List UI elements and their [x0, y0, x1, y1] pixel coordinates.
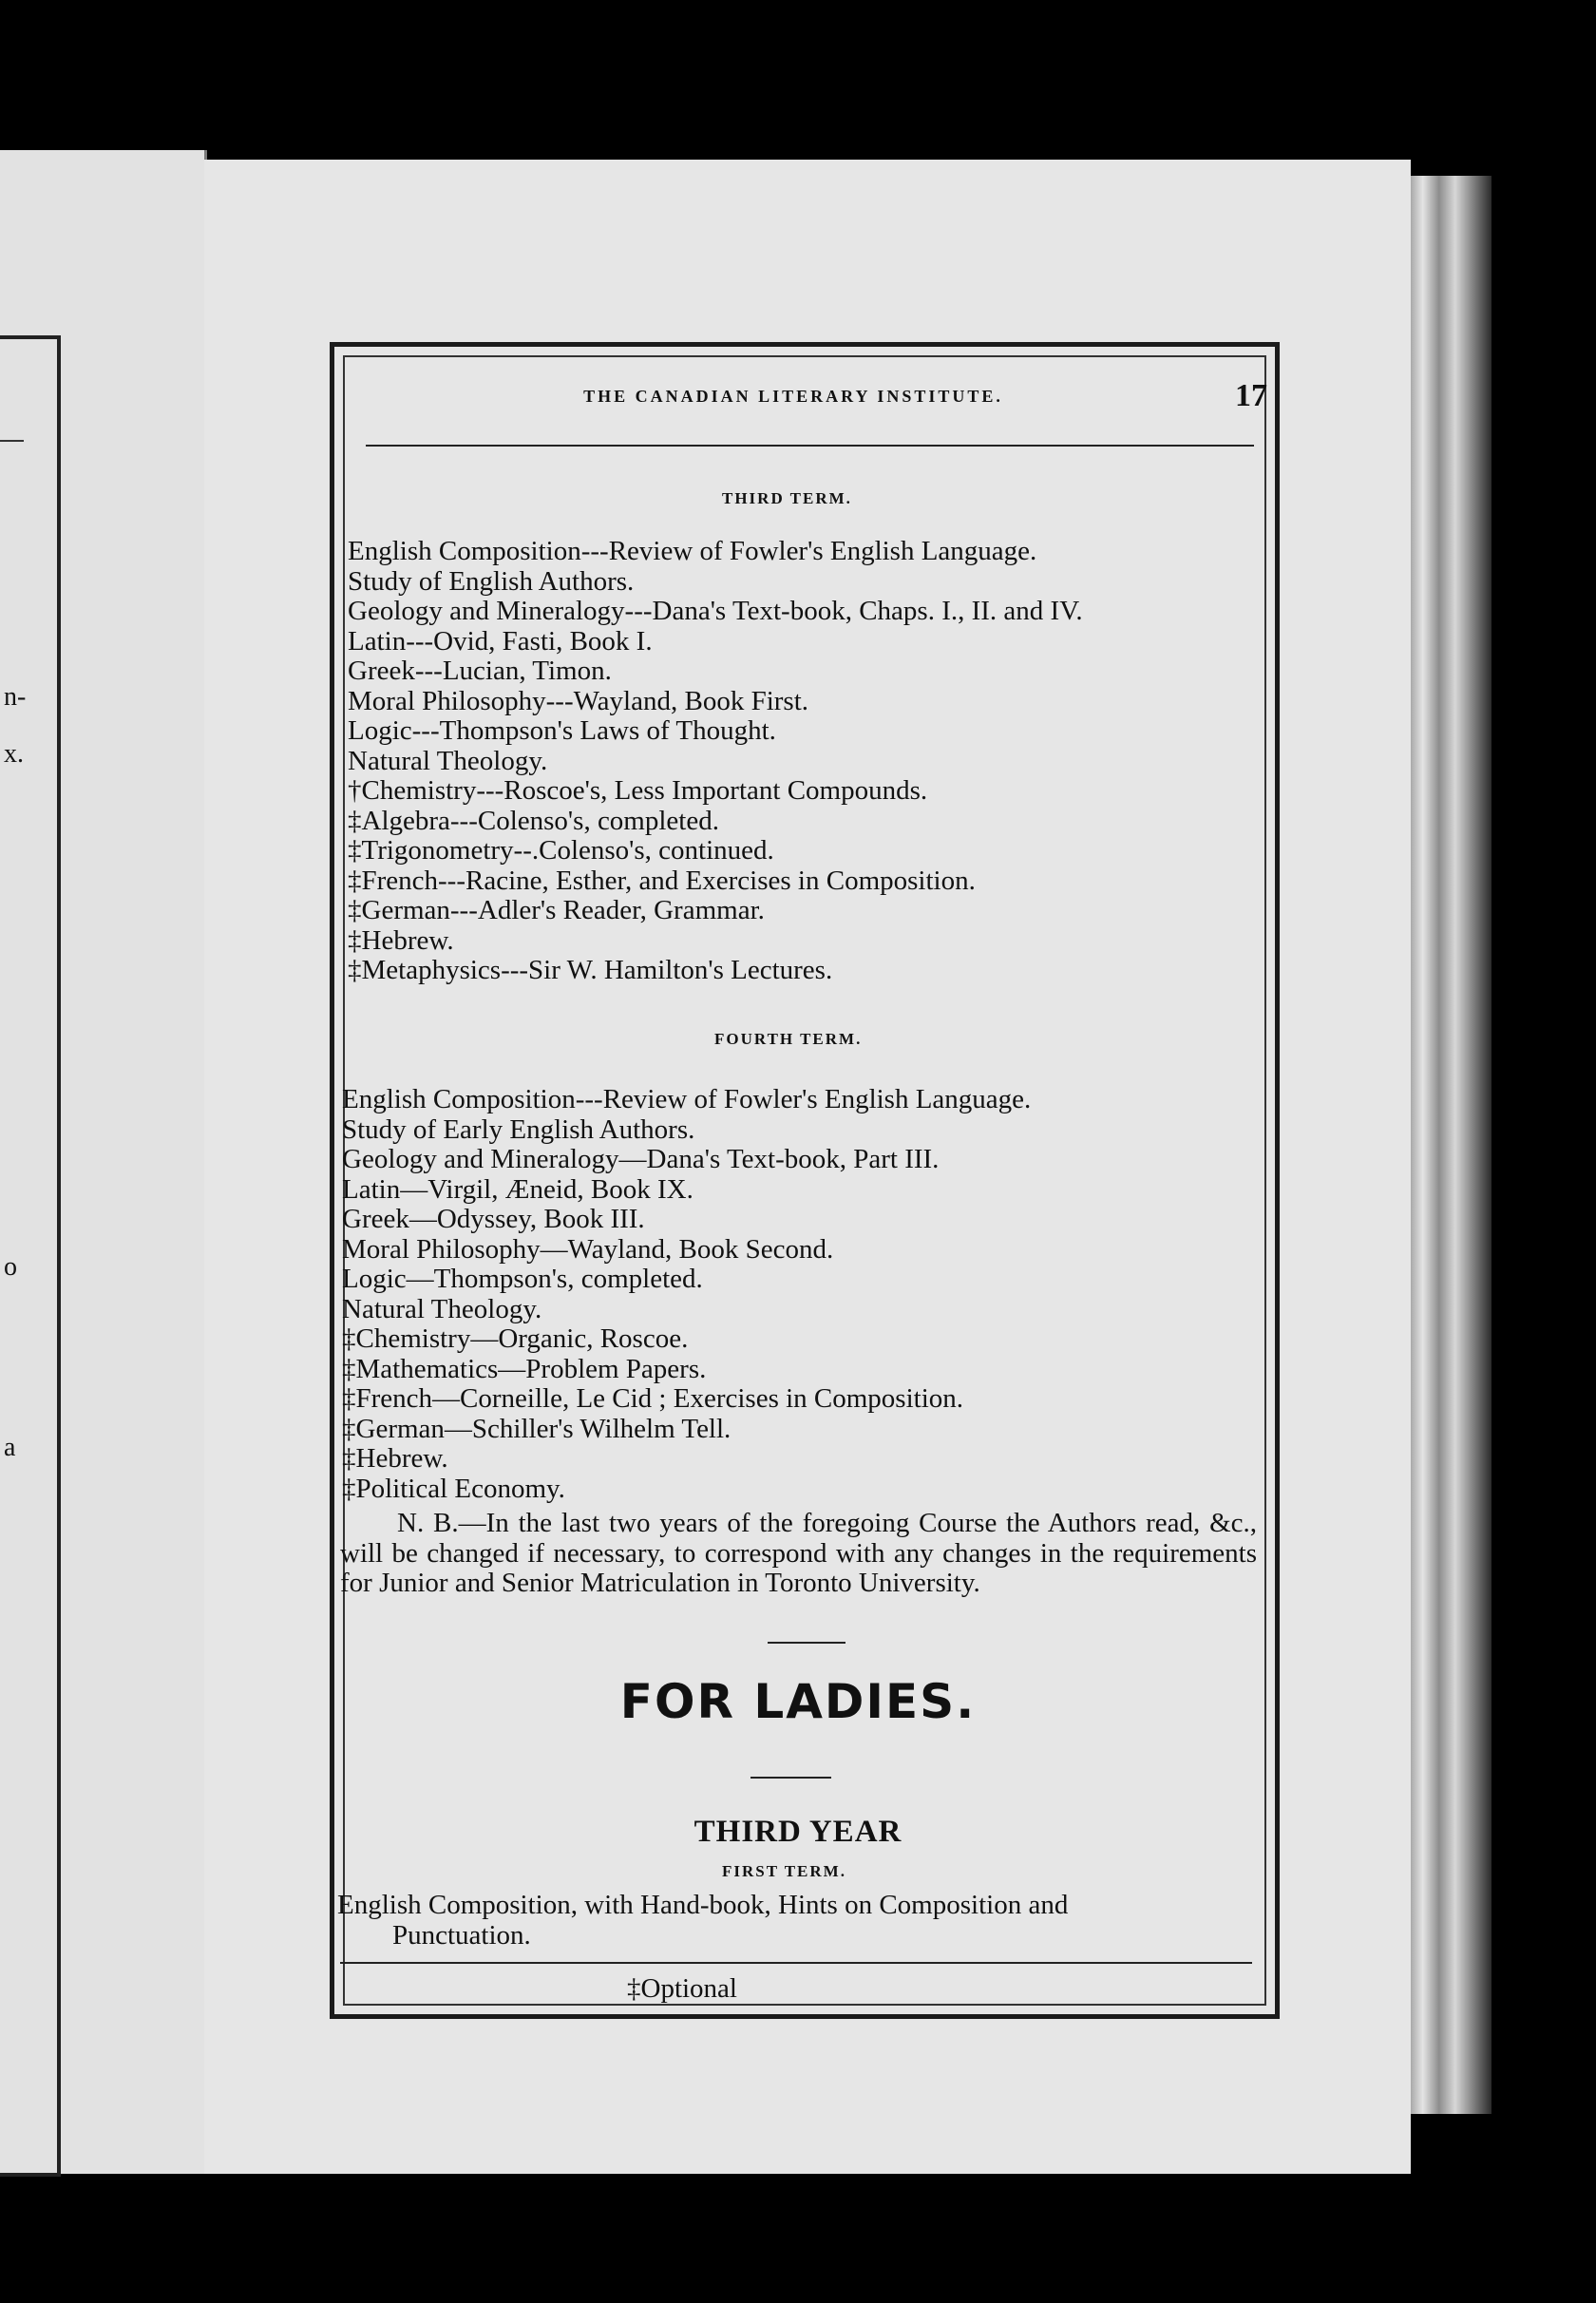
list-item: Geology and Mineralogy---Dana's Text-book, Chaps. I., II. and IV. [348, 596, 1083, 626]
list-item: ‡Hebrew. [342, 1443, 448, 1474]
list-item: ‡German---Adler's Reader, Grammar. [348, 895, 765, 925]
left-page-fragment: a [4, 1433, 16, 1462]
for-ladies-heading: FOR LADIES. [619, 1674, 977, 1729]
ladies-first-term-heading: FIRST TERM. [722, 1862, 846, 1880]
ladies-first-term-entry [337, 1891, 1257, 1951]
list-item: ‡Political Economy. [342, 1473, 565, 1504]
third-term-list [348, 537, 1083, 986]
list-item: Latin---Ovid, Fasti, Book I. [348, 625, 653, 657]
footnote-optional: ‡Optional [627, 1973, 737, 2004]
list-item: ‡French---Racine, Esther, and Exercises in Composition. [348, 865, 976, 896]
list-item: Moral Philosophy—Wayland, Book Second. [342, 1233, 834, 1265]
list-item: ‡French—Corneille, Le Cid ; Exercises in Composition. [342, 1383, 964, 1414]
list-item: ‡Mathematics—Problem Papers. [342, 1353, 707, 1384]
header-rule [366, 445, 1254, 447]
list-item: ‡Hebrew. [348, 924, 454, 956]
list-item: English Composition---Review of Fowler's English Language. [342, 1084, 1032, 1114]
list-item: ‡Algebra---Colenso's, completed. [348, 805, 719, 836]
list-item: English Composition---Review of Fowler's English Language. [348, 536, 1037, 566]
list-item: Natural Theology. [342, 1293, 542, 1324]
page-edges [1411, 176, 1492, 2114]
third-term-heading: THIRD TERM. [722, 489, 852, 507]
running-head: THE CANADIAN LITERARY INSTITUTE. [583, 387, 1003, 406]
nb-note [340, 1509, 1257, 1599]
list-item: Greek---Lucian, Timon. [348, 656, 612, 686]
entry-line: Punctuation. [392, 1919, 531, 1951]
page-number: 17 [1235, 378, 1267, 413]
list-item: Logic---Thompson's Laws of Thought. [348, 715, 776, 746]
list-item: Study of Early English Authors. [342, 1113, 695, 1145]
nb-note-text: N. B.—In the last two years of the foregoing Course the Authors read, &c., will be changed if necessary, to correspond with any changes in the requirements for Junior and Senior Matriculation in Toronto University. [340, 1508, 1257, 1598]
footnote-rule [340, 1962, 1252, 1964]
list-item: Moral Philosophy---Wayland, Book First. [348, 685, 808, 716]
list-item: ‡Chemistry—Organic, Roscoe. [342, 1323, 689, 1354]
left-page-rule [0, 440, 24, 442]
left-page-fragment: o [4, 1252, 17, 1282]
left-page-fragment: n- [4, 682, 27, 712]
list-item: †Chemistry---Roscoe's, Less Important Compounds. [348, 775, 928, 806]
list-item: Logic—Thompson's, completed. [342, 1264, 703, 1294]
list-item: Latin—Virgil, Æneid, Book IX. [342, 1173, 694, 1205]
fourth-term-heading: FOURTH TERM. [714, 1030, 863, 1048]
left-page [0, 150, 207, 2174]
list-item: ‡Trigonometry--.Colenso's, continued. [348, 835, 774, 866]
section-divider [750, 1777, 831, 1779]
list-item: Study of English Authors. [348, 565, 635, 597]
entry-line: English Composition, with Hand-book, Hints on Composition and [337, 1890, 1069, 1920]
list-item: Geology and Mineralogy—Dana's Text-book, Part III. [342, 1144, 940, 1174]
list-item: ‡German—Schiller's Wilhelm Tell. [342, 1413, 732, 1444]
left-page-fragment: x. [4, 739, 24, 769]
list-item: Natural Theology. [348, 745, 548, 776]
section-divider [768, 1642, 846, 1644]
list-item: ‡Metaphysics---Sir W. Hamilton's Lectures. [348, 955, 833, 985]
fourth-term-list [342, 1085, 1031, 1504]
third-year-heading: THIRD YEAR [694, 1815, 902, 1849]
list-item: Greek—Odyssey, Book III. [342, 1204, 645, 1234]
